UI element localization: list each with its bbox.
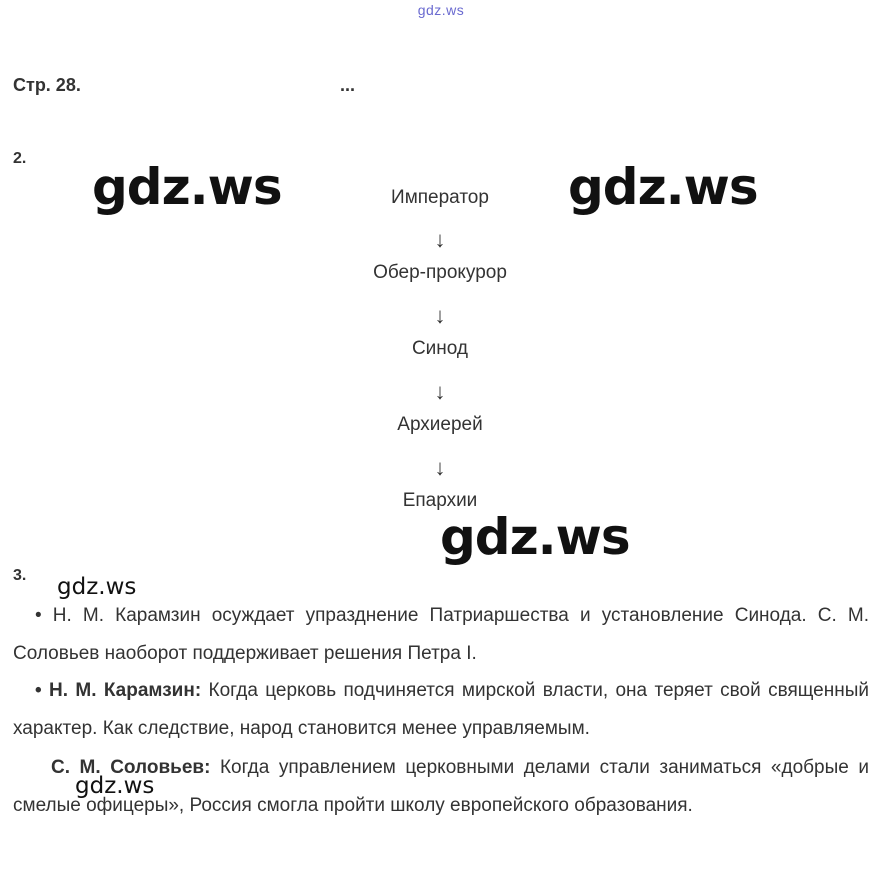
bullet: • bbox=[35, 605, 53, 626]
arrow-down-icon: ↓ bbox=[434, 227, 446, 252]
watermark-small-1: gdz.ws bbox=[57, 574, 137, 600]
watermark-right: gdz.ws bbox=[568, 158, 758, 216]
node-emperor: Император bbox=[391, 187, 489, 208]
arrow-down-icon: ↓ bbox=[434, 455, 446, 480]
arrow-down-icon: ↓ bbox=[434, 379, 446, 404]
page-label: Стр. 28. bbox=[13, 75, 81, 95]
node-dioceses: Епархии bbox=[402, 490, 478, 511]
watermark-left: gdz.ws bbox=[92, 158, 282, 216]
task-3-number: 3. bbox=[13, 567, 27, 584]
arrow-down-icon: ↓ bbox=[434, 303, 446, 328]
node-synod: Синод bbox=[411, 338, 469, 359]
task-2-number: 2. bbox=[13, 150, 27, 167]
node-ober-procurator: Обер-прокурор bbox=[373, 262, 507, 283]
header-watermark: gdz.ws bbox=[417, 2, 465, 18]
comparison-paragraph bbox=[13, 597, 869, 673]
soloviev-text: Когда управлением церковными делами стали заниматься «добрые и смелые офицеры», Россия смогла пройти школу европейского образования. bbox=[13, 757, 869, 816]
soloviev-name: С. М. Соловьев: bbox=[51, 757, 211, 778]
node-bishop: Архиерей bbox=[397, 414, 483, 435]
karamzin-name: Н. М. Карамзин: bbox=[49, 680, 202, 701]
watermark-small-2: gdz.ws bbox=[75, 773, 155, 799]
watermark-center: gdz.ws bbox=[440, 508, 630, 566]
karamzin-text: Когда церковь подчиняется мирской власти, она теряет свой священный характер. Как следствие, народ становится менее управляемым. bbox=[13, 680, 869, 739]
bullet: • bbox=[35, 680, 50, 701]
karamzin-paragraph bbox=[13, 672, 869, 748]
comparison-text: Н. М. Карамзин осуждает упразднение Патриаршества и установление Синода. С. М. Соловьев наоборот поддерживает решения Петра I. bbox=[13, 605, 869, 664]
page-dots: ... bbox=[340, 75, 356, 95]
